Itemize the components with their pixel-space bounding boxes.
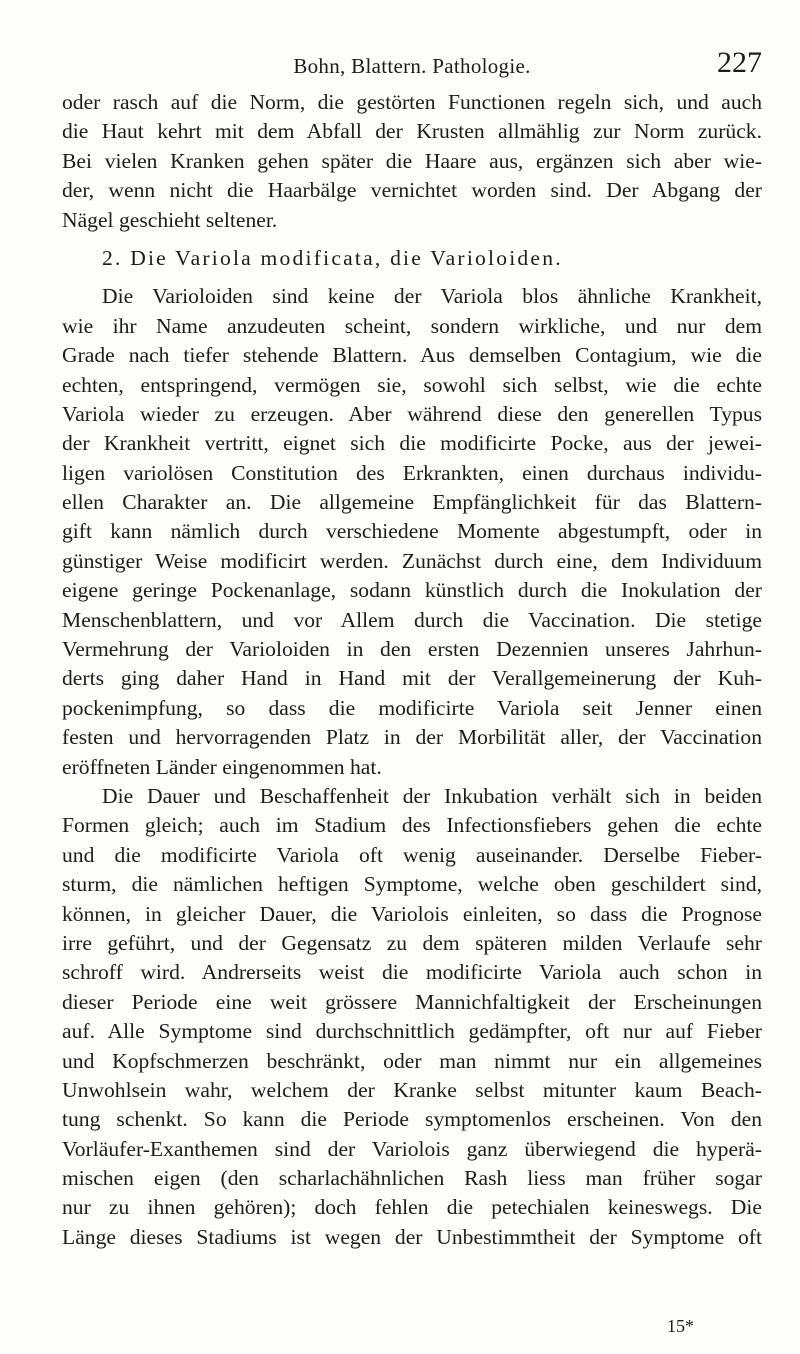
text-line: auf. Alle Symptome sind durchschnittlich gedämpfter, oft nur auf Fieber [62, 1019, 762, 1044]
text-line: können, in gleicher Dauer, die Variolois einleiten, so dass die Prognose [62, 901, 762, 926]
section-heading: 2. Die Variola modificata, die Varioloiden. [102, 245, 563, 270]
text-line: derts ging daher Hand in Hand mit der Verallgemeinerung der Kuh- [62, 666, 762, 691]
signature-mark: 15* [667, 1316, 694, 1336]
text-line: eröffneten Länder eingenommen hat. [62, 754, 382, 779]
text-line: Variola wieder zu erzeugen. Aber während diese den generellen Typus [62, 401, 762, 426]
text-line: der Krankheit vertritt, eignet sich die modificirte Pocke, aus der jewei- [62, 431, 762, 456]
paragraph-1 [62, 88, 762, 235]
text-line: Unwohlsein wahr, welchem der Kranke selbst mitunter kaum Beach- [62, 1077, 762, 1102]
text-line: wie ihr Name anzudeuten scheint, sondern wirkliche, und nur dem [62, 313, 762, 338]
text-line: nur zu ihnen gehören); doch fehlen die petechialen keineswegs. Die [62, 1195, 762, 1220]
text-line: dieser Periode eine weit grössere Mannichfaltigkeit der Erscheinungen [62, 989, 762, 1014]
paragraph-2 [62, 282, 762, 782]
text-line: Formen gleich; auch im Stadium des Infectionsfiebers gehen die echte [62, 813, 762, 838]
text-line: ligen variolösen Constitution des Erkrankten, einen durchaus individu- [62, 460, 762, 485]
text-line: Bei vielen Kranken gehen später die Haare aus, ergänzen sich aber wie- [62, 148, 762, 173]
text-line: und die modificirte Variola oft wenig auseinander. Derselbe Fieber- [62, 842, 762, 867]
text-line: gift kann nämlich durch verschiedene Momente abgestumpft, oder in [62, 519, 762, 544]
text-line: mischen eigen (den scharlachähnlichen Rash liess man früher sogar [62, 1166, 762, 1191]
running-title: Bohn, Blattern. Pathologie. [293, 54, 531, 78]
text-line: Menschenblattern, und vor Allem durch die Vaccination. Die stetige [62, 607, 762, 632]
text-line: echten, entspringend, vermögen sie, sowohl sich selbst, wie die echte [62, 372, 762, 397]
text-line: Grade nach tiefer stehende Blattern. Aus demselben Contagium, wie die [62, 343, 762, 368]
text-line: der, wenn nicht die Haarbälge vernichtet worden sind. Der Abgang der [62, 178, 762, 203]
text-line: Die Dauer und Beschaffenheit der Inkubation verhält sich in beiden [102, 783, 762, 808]
body-text [62, 88, 762, 1252]
text-line: Länge dieses Stadiums ist wegen der Unbestimmtheit der Symptome oft [62, 1224, 762, 1249]
text-line: oder rasch auf die Norm, die gestörten Functionen regeln sich, und auch [62, 90, 762, 114]
text-line: und Kopfschmerzen beschränkt, oder man nimmt nur ein allgemeines [62, 1048, 762, 1073]
page-number: 227 [717, 46, 762, 79]
text-line: eigene geringe Pockenanlage, sodann künstlich durch die Inokulation der [62, 578, 762, 603]
text-line: schroff wird. Andrerseits weist die modificirte Variola auch schon in [62, 960, 762, 985]
text-line: Vermehrung der Varioloiden in den ersten Dezennien unseres Jahrhun- [62, 637, 762, 662]
text-line: irre geführt, und der Gegensatz zu dem späteren milden Verlaufe sehr [62, 930, 762, 955]
text-line: pockenimpfung, so dass die modificirte Variola seit Jenner einen [62, 695, 762, 720]
text-line: die Haut kehrt mit dem Abfall der Krusten allmählig zur Norm zurück. [62, 119, 762, 144]
running-head [62, 46, 762, 86]
text-line: sturm, die nämlichen heftigen Symptome, welche oben geschildert sind, [62, 872, 762, 897]
text-line: tung schenkt. So kann die Periode symptomenlos erscheinen. Von den [62, 1107, 762, 1132]
text-line: günstiger Weise modificirt werden. Zunächst durch eine, dem Individuum [62, 548, 762, 573]
text-line: Vorläufer-Exanthemen sind der Variolois ganz überwiegend die hyperä- [62, 1136, 762, 1161]
paragraph-3 [62, 782, 762, 1252]
text-line: Nägel geschieht seltener. [62, 207, 278, 232]
text-line: ellen Charakter an. Die allgemeine Empfänglichkeit für das Blattern- [62, 490, 762, 515]
text-line: Die Varioloiden sind keine der Variola blos ähnliche Krankheit, [102, 284, 762, 309]
text-line: festen und hervorragenden Platz in der Morbilität aller, der Vaccination [62, 725, 762, 750]
